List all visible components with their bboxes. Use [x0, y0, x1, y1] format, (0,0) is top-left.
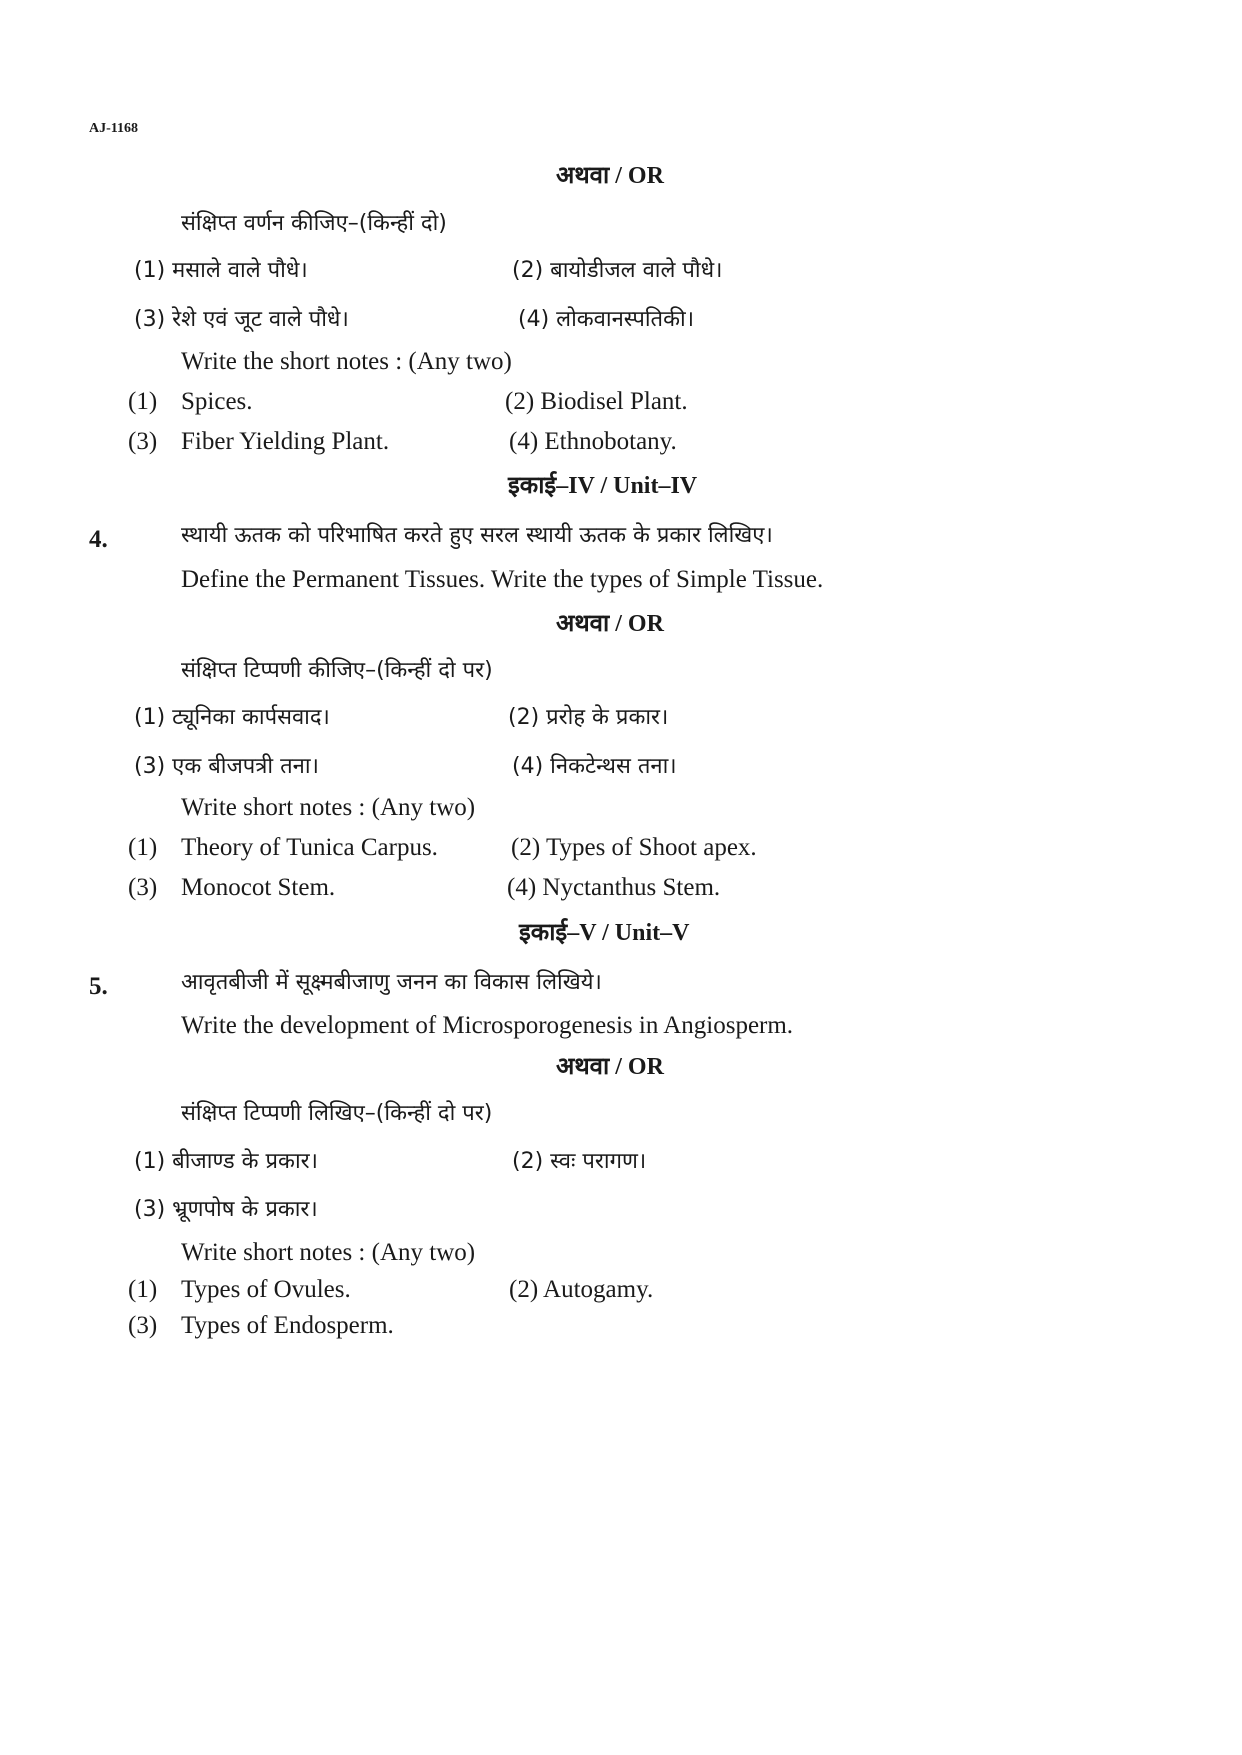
english-item: Spices. [181, 388, 253, 415]
unit-heading: इकाई–IV / Unit–IV [508, 473, 698, 499]
question-number: 4. [89, 526, 108, 553]
question-english: Write the development of Microsporogenesis in Angiosperm. [181, 1012, 794, 1039]
item-number: (1) [128, 834, 158, 861]
paper-code: AJ-1168 [89, 121, 138, 136]
question-number: 5. [89, 973, 108, 1000]
item-number: (3) [128, 428, 158, 455]
item-number: (3) [128, 874, 158, 901]
hindi-item: (1) बीजाण्ड के प्रकार। [134, 1149, 318, 1174]
item-number: (1) [128, 1276, 158, 1303]
english-instruction: Write short notes : (Any two) [181, 1239, 476, 1266]
or-heading: अथवा / OR [556, 611, 664, 637]
item-number: (1) [128, 388, 158, 415]
or-heading: अथवा / OR [556, 1054, 664, 1080]
question-hindi: स्थायी ऊतक को परिभाषित करते हुए सरल स्थायी ऊतक के प्रकार लिखिए। [181, 523, 773, 548]
english-item: Types of Ovules. [181, 1276, 351, 1303]
english-item: (2) Biodisel Plant. [505, 388, 688, 415]
hindi-item: (4) निकटेन्थस तना। [512, 754, 677, 779]
english-instruction: Write short notes : (Any two) [181, 794, 476, 821]
hindi-item: (2) बायोडीजल वाले पौधे। [512, 258, 723, 283]
english-instruction: Write the short notes : (Any two) [181, 348, 512, 375]
hindi-item: (3) एक बीजपत्री तना। [134, 754, 319, 779]
question-english: Define the Permanent Tissues. Write the types of Simple Tissue. [181, 566, 824, 593]
english-item: Fiber Yielding Plant. [181, 428, 390, 455]
hindi-item: (1) ट्यूनिका कार्पसवाद। [134, 705, 330, 730]
item-number: (3) [128, 1312, 158, 1339]
english-item: Monocot Stem. [181, 874, 336, 901]
english-item: (2) Types of Shoot apex. [511, 834, 757, 861]
hindi-item: (1) मसाले वाले पौधे। [134, 258, 308, 283]
english-item: (4) Ethnobotany. [509, 428, 677, 455]
or-heading: अथवा / OR [556, 163, 664, 189]
hindi-instruction: संक्षिप्त वर्णन कीजिए–(किन्हीं दो) [181, 211, 447, 236]
english-item: Types of Endosperm. [181, 1312, 394, 1339]
hindi-item: (2) प्ररोह के प्रकार। [508, 705, 669, 730]
question-hindi: आवृतबीजी में सूक्ष्मबीजाणु जनन का विकास लिखिये। [181, 970, 602, 995]
english-item: Theory of Tunica Carpus. [181, 834, 438, 861]
unit-heading: इकाई–V / Unit–V [519, 920, 690, 946]
hindi-item: (3) भ्रूणपोष के प्रकार। [134, 1197, 318, 1222]
english-item: (2) Autogamy. [509, 1276, 654, 1303]
hindi-item: (3) रेशे एवं जूट वाले पौधे। [134, 307, 349, 332]
hindi-item: (2) स्वः परागण। [512, 1149, 647, 1174]
english-item: (4) Nyctanthus Stem. [507, 874, 721, 901]
hindi-instruction: संक्षिप्त टिप्पणी लिखिए–(किन्हीं दो पर) [181, 1101, 493, 1126]
hindi-instruction: संक्षिप्त टिप्पणी कीजिए–(किन्हीं दो पर) [181, 658, 493, 683]
hindi-item: (4) लोकवानस्पतिकी। [518, 307, 695, 332]
